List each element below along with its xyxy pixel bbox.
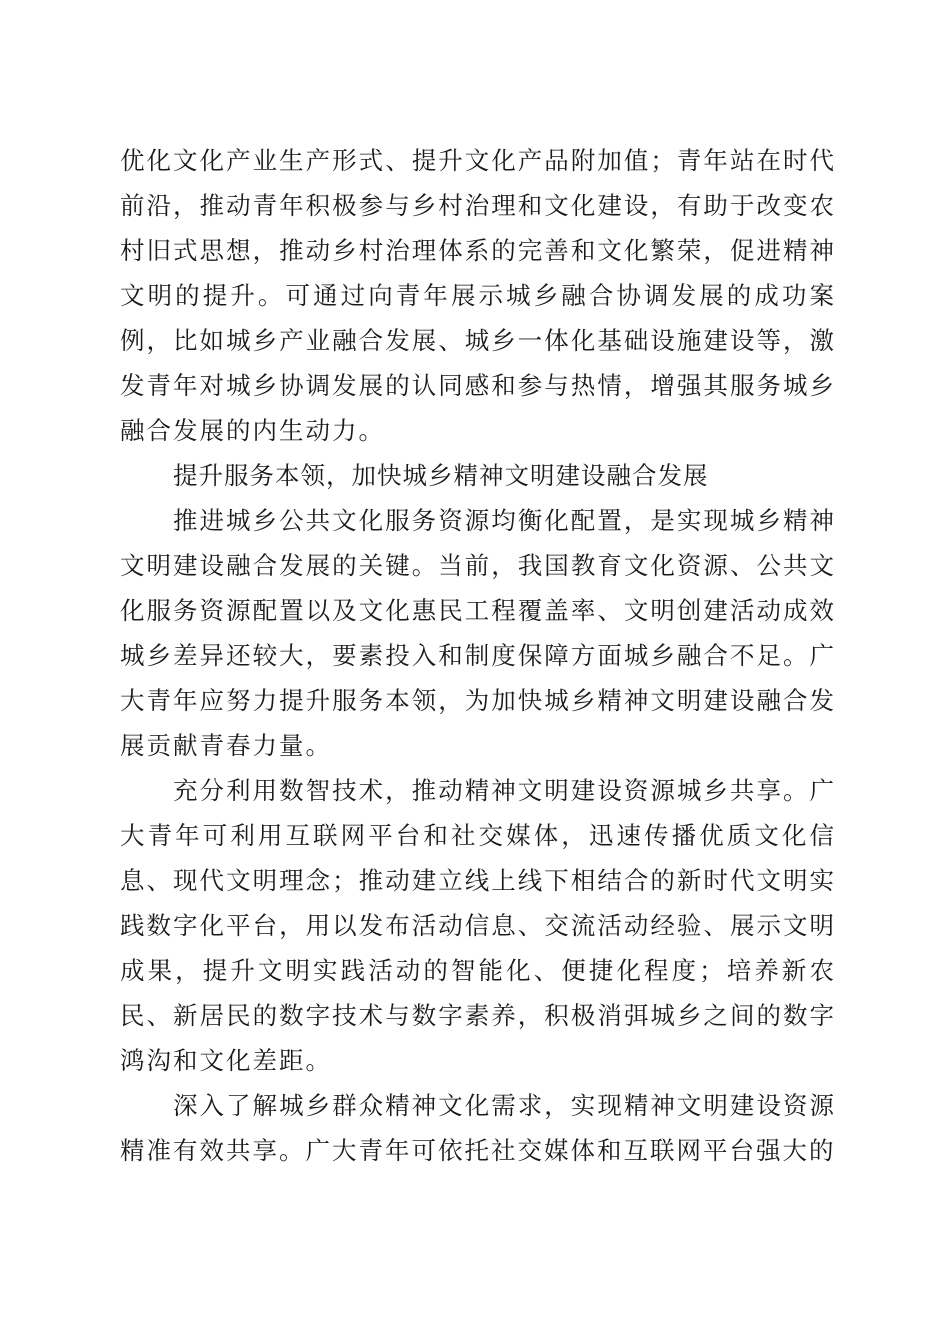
paragraph: 充分利用数智技术，推动精神文明建设资源城乡共享。广大青年可利用互联网平台和社交媒体，迅速传播优质文化信息、现代文明理念；推动建立线上线下相结合的新时代文明实践数字化平台，用以发布活动信息、交流活动经验、展示文明成果，提升文明实践活动的智能化、便捷化程度；培养新农民、新居民的数字技术与数字素养，积极消弭城乡之间的数字鸿沟和文化差距。 xyxy=(120,776,836,1075)
document-body xyxy=(120,138,836,1173)
section-heading: 提升服务本领，加快城乡精神文明建设融合发展 xyxy=(173,461,709,490)
paragraph: 深入了解城乡群众精神文化需求，实现精神文明建设资源精准有效共享。广大青年可依托社交媒体和互联网平台强大的 xyxy=(120,1091,836,1165)
paragraph: 推进城乡公共文化服务资源均衡化配置，是实现城乡精神文明建设融合发展的关键。当前，我国教育文化资源、公共文化服务资源配置以及文化惠民工程覆盖率、文明创建活动成效城乡差异还较大，要素投入和制度保障方面城乡融合不足。广大青年应努力提升服务本领，为加快城乡精神文明建设融合发展贡献青春力量。 xyxy=(120,506,836,760)
paragraph-continued: 优化文化产业生产形式、提升文化产品附加值；青年站在时代前沿，推动青年积极参与乡村治理和文化建设，有助于改变农村旧式思想，推动乡村治理体系的完善和文化繁荣，促进精神文明的提升。可通过向青年展示城乡融合协调发展的成功案例，比如城乡产业融合发展、城乡一体化基础设施建设等，激发青年对城乡协调发展的认同感和参与热情，增强其服务城乡融合发展的内生动力。 xyxy=(120,146,836,445)
